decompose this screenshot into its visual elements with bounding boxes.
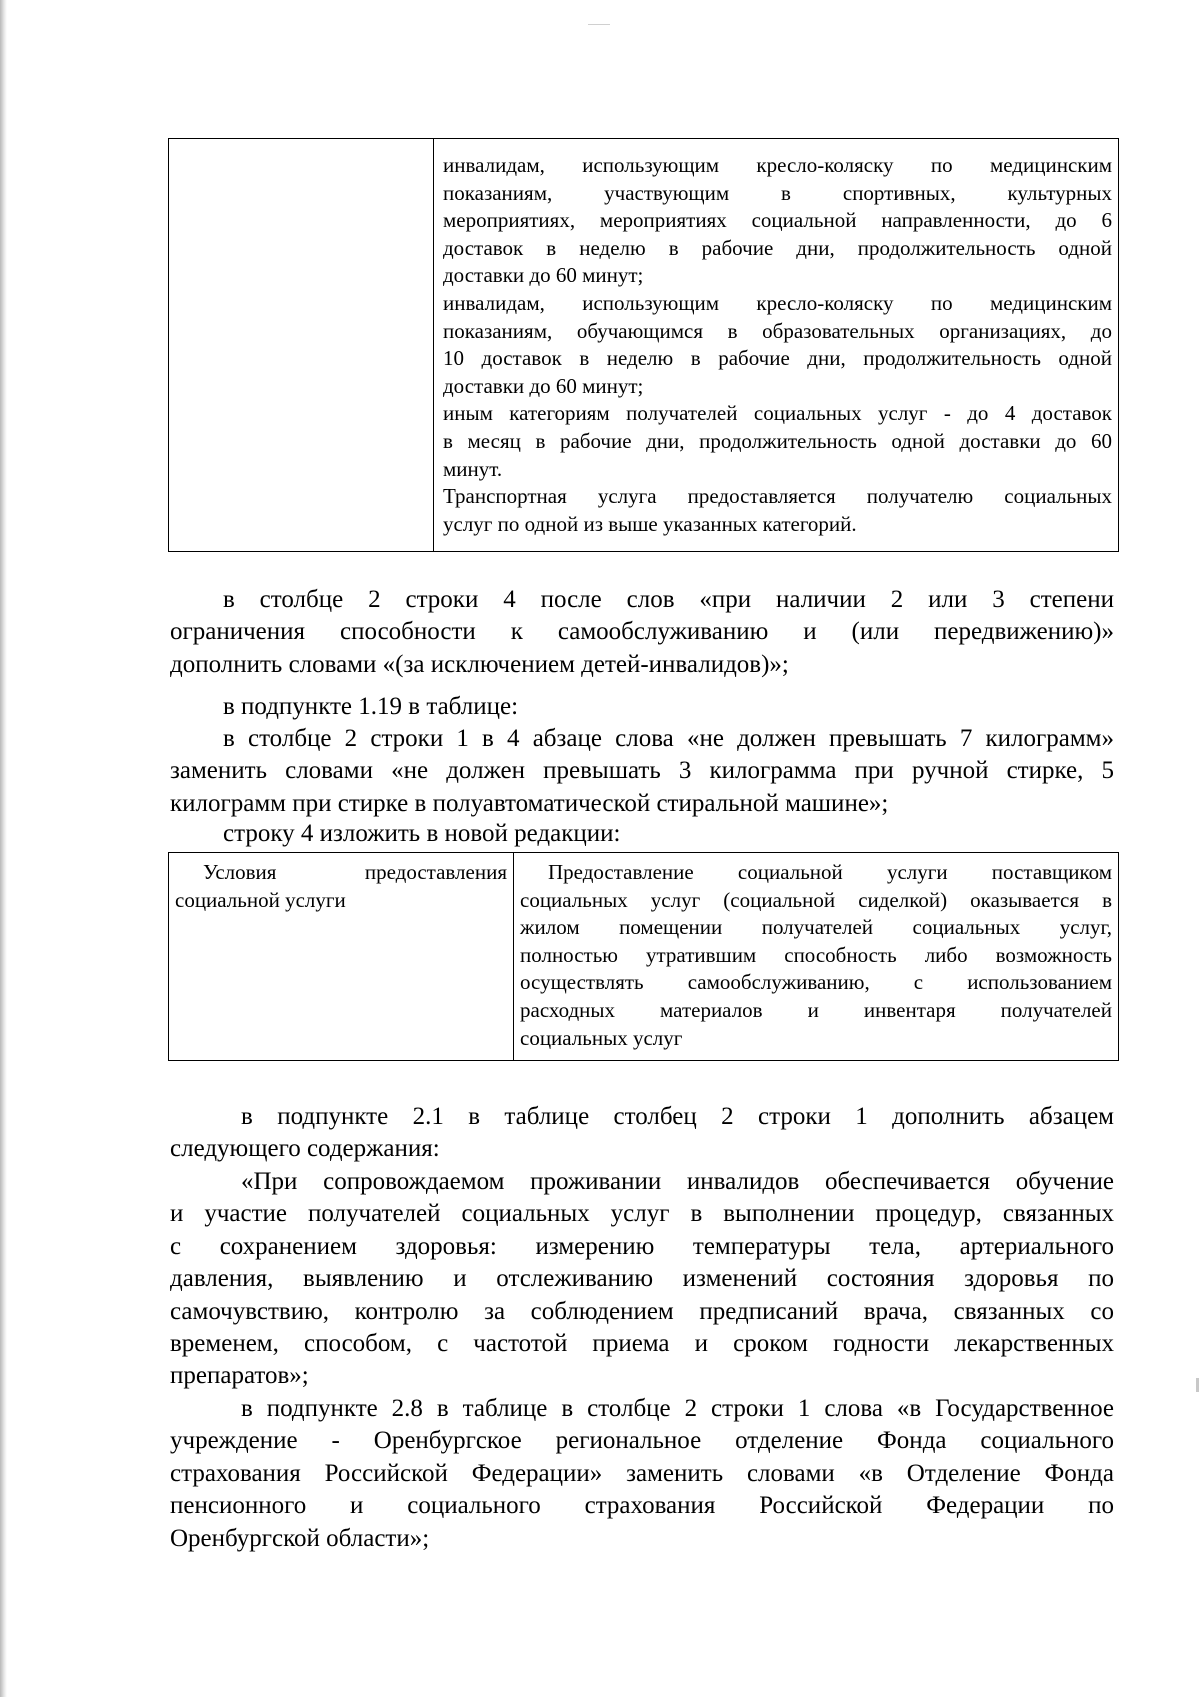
paragraph-line: в подпункте 2.1 в таблице столбец 2 строки 1 дополнить абзацем [241, 1103, 1114, 1130]
paragraph-line: «При сопровождаемом проживании инвалидов обеспечивается обучение [241, 1168, 1114, 1195]
paragraph-line: временем, способом, с частотой приема и сроком годности лекарственных [170, 1330, 1114, 1358]
paragraph-line: учреждение - Оренбургское региональное отделение Фонда социального [170, 1427, 1114, 1455]
cell-line: в месяц в рабочие дни, продолжительность одной доставки до 60 [443, 428, 1112, 453]
cell-line: инвалидам, использующим кресло-коляску по медицинским [443, 153, 1112, 177]
cell-text [175, 859, 507, 914]
cell-line: полностью утратившим способность либо возможность [520, 942, 1112, 967]
paragraph-subitem-1-19 [170, 691, 1114, 723]
paragraph-line: дополнить словами «(за исключением детей-инвалидов)»; [170, 650, 789, 678]
cell-line: расходных материалов и инвентаря получателей [520, 997, 1112, 1022]
scan-right-mark [1196, 1378, 1199, 1392]
paragraph-line: Оренбургской области»; [170, 1524, 430, 1552]
row4-new-edition-table [168, 852, 1119, 1061]
cell-line: Условия предоставления [203, 860, 507, 884]
cell-text [443, 152, 1112, 538]
paragraph-line: следующего содержания: [170, 1135, 440, 1163]
cell-line: социальной услуги [175, 887, 346, 912]
table-row [169, 853, 1119, 1061]
cell-line: жилом помещении получателей социальных услуг, [520, 915, 1112, 940]
cell-text [520, 859, 1112, 1052]
cell-line: Предоставление социальной услуги поставщиком [548, 860, 1112, 884]
paragraph-subitem-2-1 [170, 1101, 1114, 1166]
cell-line: минут. [443, 456, 503, 481]
paragraph-subitem-2-8 [170, 1393, 1114, 1555]
paragraph-line: самочувствию, контролю за соблюдением предписаний врача, связанных со [170, 1297, 1114, 1325]
cell-line: доставки до 60 минут; [443, 373, 644, 398]
cell-line: социальных услуг (социальной сиделкой) оказывается в [520, 887, 1112, 912]
paragraph-line: килограмм при стирке в полуавтоматической стиральной машине»; [170, 789, 889, 817]
cell-line: 10 доставок в неделю в рабочие дни, продолжительность одной [443, 346, 1112, 371]
paragraph-line: в подпункте 1.19 в таблице: [223, 693, 519, 720]
cell-line: доставки до 60 минут; [443, 263, 644, 288]
paragraph-quoted-addition [170, 1166, 1114, 1393]
paragraph-line: давления, выявлению и отслеживанию изменений состояния здоровья по [170, 1265, 1114, 1293]
cell-line: показаниям, обучающимся в образовательных организациях, до [443, 318, 1112, 343]
cell-line: инвалидам, использующим кресло-коляску по медицинским [443, 290, 1112, 315]
table-cell-left [169, 853, 514, 1061]
table-row [169, 139, 1119, 552]
cell-line: осуществлять самообслуживанию, с использованием [520, 970, 1112, 995]
paragraph-line: и участие получателей социальных услуг в выполнении процедур, связанных [170, 1200, 1114, 1228]
paragraph-line: заменить словами «не должен превышать 3 килограмма при ручной стирке, 5 [170, 757, 1114, 785]
paragraph-line: страхования Российской Федерации» заменить словами «в Отделение Фонда [170, 1459, 1114, 1487]
paragraph-line: с сохранением здоровья: измерению температуры тела, артериального [170, 1232, 1114, 1260]
cell-line: показаниям, участвующим в спортивных, культурных [443, 180, 1112, 205]
paragraph-line: в столбце 2 строки 1 в 4 абзаце слова «не должен превышать 7 килограмм» [223, 725, 1114, 752]
paragraph-column2-row4 [170, 584, 1114, 681]
paragraph-line: в столбце 2 строки 4 после слов «при наличии 2 или 3 степени [223, 586, 1114, 613]
cell-line: услуг по одной из выше указанных категорий. [443, 511, 857, 536]
table-cell-left-empty [169, 139, 434, 552]
paragraph-line: ограничения способности к самообслуживанию и (или передвижению)» [170, 618, 1114, 646]
paragraph-line: препаратов»; [170, 1362, 309, 1390]
cell-line: доставок в неделю в рабочие дни, продолжительность одной [443, 235, 1112, 260]
paragraph-replace-words [170, 723, 1114, 820]
scan-left-edge-shadow [0, 0, 7, 1697]
table-cell-right [434, 139, 1119, 552]
table-cell-right [514, 853, 1119, 1061]
paragraph-row4-new-edition [170, 818, 1114, 850]
scan-top-mark [588, 24, 610, 25]
cell-line: иным категориям получателей социальных услуг - до 4 доставок [443, 401, 1112, 426]
cell-line: Транспортная услуга предоставляется получателю социальных [443, 484, 1112, 509]
continuation-table [168, 138, 1119, 552]
cell-line: мероприятиях, мероприятиях социальной направленности, до 6 [443, 208, 1112, 233]
paragraph-line: пенсионного и социального страхования Российской Федерации по [170, 1492, 1114, 1520]
paragraph-line: строку 4 изложить в новой редакции: [223, 820, 621, 847]
paragraph-line: в подпункте 2.8 в таблице в столбце 2 строки 1 слова «в Государственное [241, 1395, 1114, 1422]
cell-line: социальных услуг [520, 1025, 683, 1050]
